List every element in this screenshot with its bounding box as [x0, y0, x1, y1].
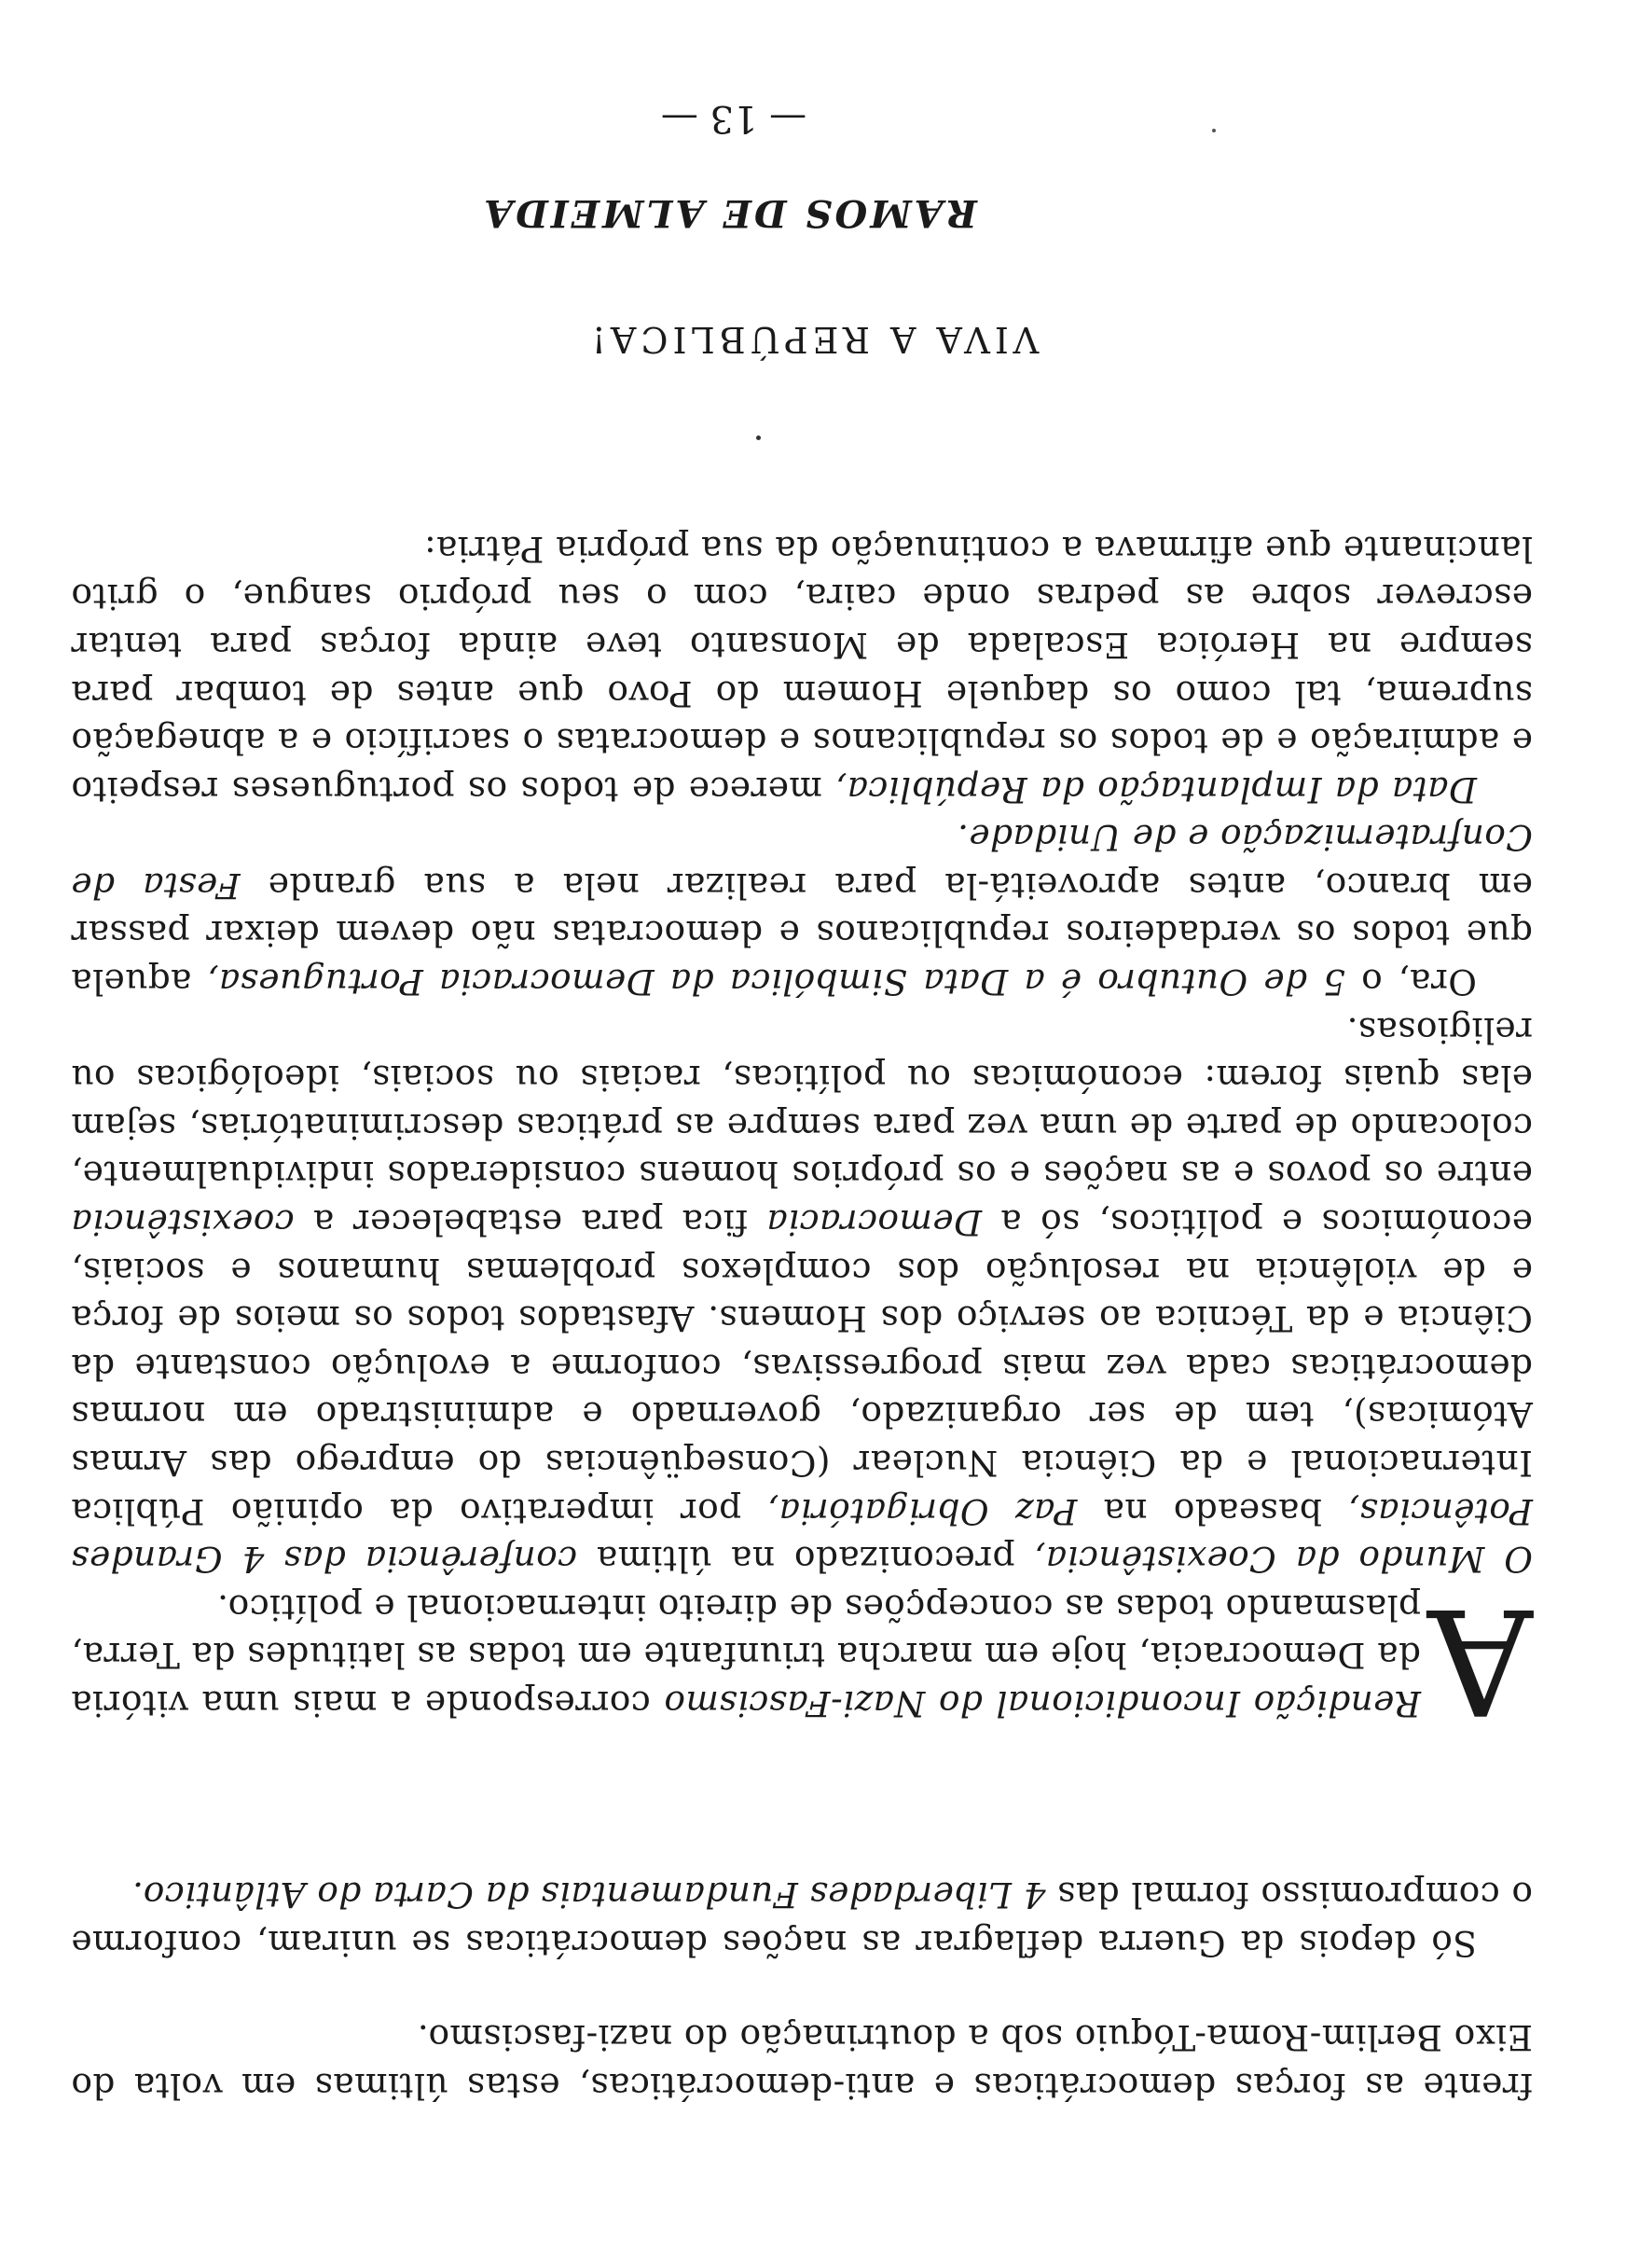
four-powers-phrase: conferência das 4 Grandes Potências, [71, 1490, 1533, 1581]
continuation-paragraph-1 [71, 2013, 1533, 2109]
democracy-word: Democracia [766, 1202, 983, 1244]
continuation-paragraph-2 [71, 1871, 1533, 1967]
article-text-3b: merece de todos os portugueses respeito e admiração e de todos os republicanos e democratas o sacrifício e a abnegação suprema, tal como os daquele Homem do Povo que antes de tombar para sempre na Heróica Escalada de Monsanto teve ainda forças para tentar escrever sobre as pedras onde caira, com o seu próprio sangue, o grito lancinante que afirmava a continuação da sua própria Pátria: [71, 528, 1533, 810]
atlantic-charter-reference: 4 Liberdades Fundamentais da Carta do Atlântico. [131, 1874, 1046, 1916]
drop-cap: A [1427, 1576, 1533, 1746]
page-number: — 13 — [660, 97, 807, 140]
print-speck [1212, 129, 1216, 132]
article-text-1f: baseado na [1077, 1490, 1348, 1532]
unconditional-surrender-phrase: Rendição Incondicional do Nazi-Fascismo [664, 1683, 1421, 1724]
article-paragraph-2 [71, 813, 1533, 1005]
republic-implantation-phrase: Data da Implantação da República, [834, 768, 1477, 810]
article-paragraph-1 [71, 1005, 1533, 1727]
article-text-2c: aquela que todos os verdadeiros republicanos e democratas não devem deixar passar em branco, antes aproveitá-la para realizar nela a sua grande [71, 864, 1533, 1003]
continuation-text-2a: Só depois da Guerra deflagrar as nações democráticas se uniram, conforme o compromisso formal das [71, 1874, 1533, 1964]
article-text-1b: corresponde a mais uma vitória da Democracia, hoje em marcha triunfante em todas as latitudes da Terra, plasmando todas as concepções de direito internacional e político. [71, 1586, 1421, 1724]
article-text-1j: fica para estabelecer a [294, 1202, 767, 1244]
mandatory-peace-phrase: Paz Obrigatória, [766, 1490, 1078, 1532]
october-fifth-phrase: 5 de Outubro é a Data Simbólica da Democracia Portuguesa, [207, 961, 1345, 1003]
article-paragraph-1-lead [71, 1583, 1421, 1727]
fraternity-festival-phrase: Festa de Confraternização e de Unidade. [71, 817, 1533, 906]
separator-dot [756, 436, 761, 440]
author-signature: RAMOS DE ALMEIDA [481, 191, 977, 235]
article-text-1h: por imperativo da opinião Pública Internacional e da Ciência Nuclear (Conseqüências do emprego das Armas Atómicas), tem de ser organizado, governado e administrado em normas democráticas cada vez mais progressivas, conforme a evolução constante da Ciência e da Técnica ao serviço dos Homens. Afastados todos os meios de força e de violência na resolução dos complexos problemas humanos e sociais, económicos e políticos, só a [71, 1202, 1533, 1532]
article-text-1d: preconizado na última [577, 1539, 1035, 1581]
article-text-1l: entre os povos e as nações e os próprios homens considerados individualmente, colocando de parte de uma vez para sempre as práticas descriminatórias, sejam elas quais forem: económicas ou políticas, raciais ou sociais, ideológicas ou religiosas. [71, 1009, 1533, 1196]
article-text-2a: Ora, o [1345, 961, 1477, 1003]
coexistence-world-phrase: O Mundo da Coexistência, [1034, 1539, 1533, 1581]
article-body [71, 524, 1533, 1746]
continuation-text-1: frente as forças democráticas e anti-democráticas, estas últimas em volta do Eixo Berlim-Roma-Tóquio sob a doutrinação do nazi-fascismo. [71, 2017, 1533, 2107]
article-paragraph-3 [71, 524, 1533, 813]
closing-slogan: VIVA A REPÚBLICA! [586, 319, 1040, 360]
coexistence-word: coexistência [71, 1202, 295, 1244]
